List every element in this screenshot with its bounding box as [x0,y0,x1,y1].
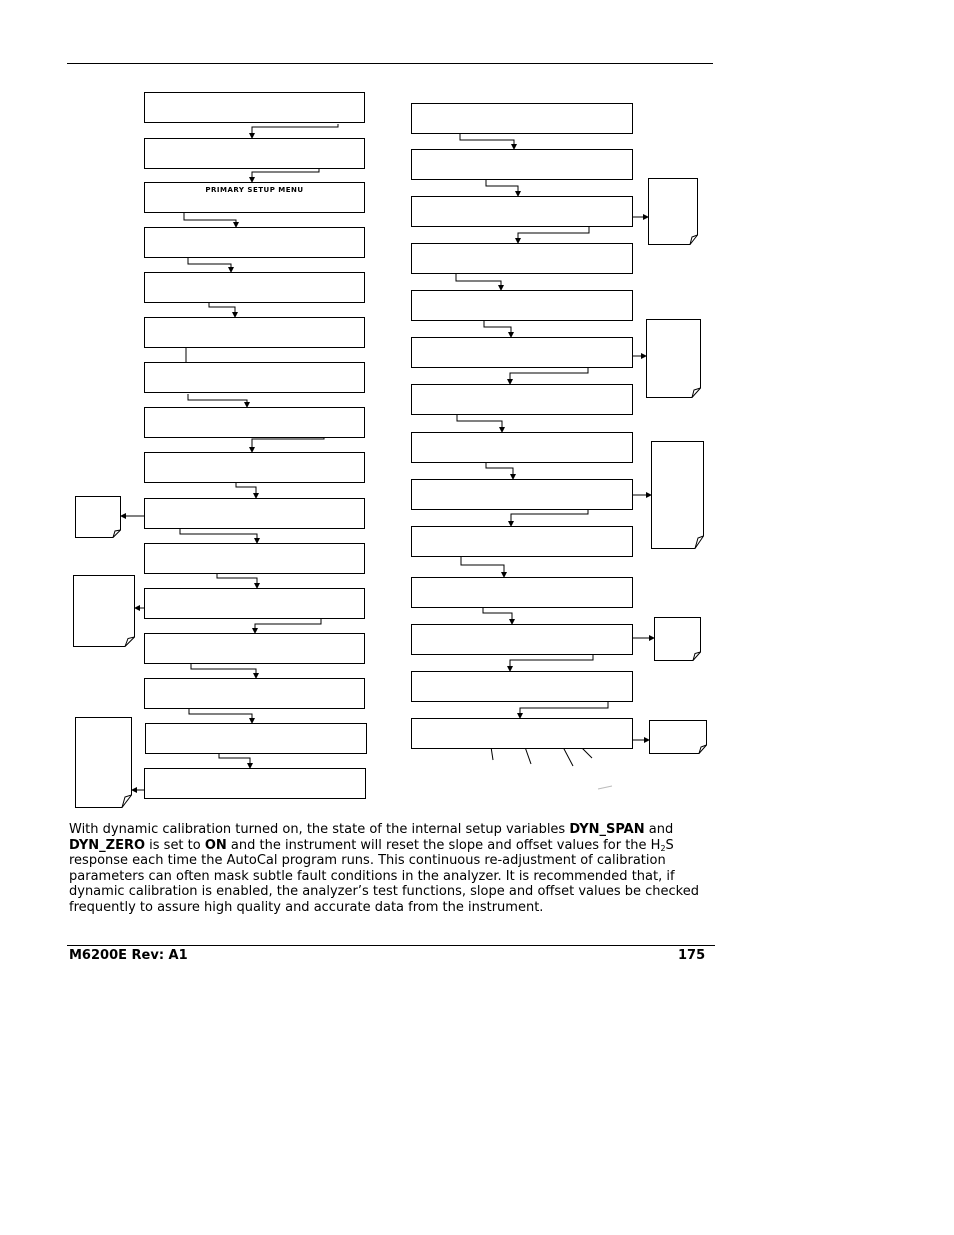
menu-box-r2 [411,149,633,180]
menu-box-6 [144,317,365,348]
connector-arrow [510,653,593,671]
menu-box-label: PRIMARY SETUP MENU [205,186,304,194]
dyn-zero-term: DYN_ZERO [69,837,146,853]
connector-arrow [486,178,518,196]
body-paragraph [69,822,719,916]
connector-arrow [188,394,247,407]
connector-arrow [510,366,588,384]
footer-revision: M6200E Rev: A1 [69,948,188,963]
menu-box-r1 [411,103,633,134]
connector-arrow [217,572,257,588]
body-text-3: is set to [145,837,205,853]
footer-rule [67,945,715,946]
on-term: ON [204,837,227,853]
connector-arrow [456,273,501,290]
menu-box-r6 [411,337,633,368]
menu-box-2 [144,138,365,169]
menu-box-10 [144,498,365,529]
note-callout-right-3 [651,441,704,549]
menu-box-11 [144,543,365,574]
faint-mark [598,786,612,789]
menu-box-r4 [411,243,633,274]
body-text-4: and the instrument will reset the slope and offset values for the H [226,837,661,853]
note-callout-left-3 [75,717,132,808]
menu-box-1 [144,92,365,123]
connector-arrow [457,413,502,432]
menu-box-r8 [411,432,633,463]
body-text-1: With dynamic calibration turned on, the state of the internal setup variables [69,822,570,837]
note-callout-left-2 [73,575,135,647]
subscript-2: 2 [660,843,666,853]
menu-box-14 [144,678,365,709]
note-callout-right-5 [649,720,707,754]
menu-box-r10 [411,526,633,557]
menu-box-15 [145,723,367,754]
connector-arrow [252,124,338,138]
connector-arrow [189,708,252,723]
note-callout-right-4 [654,617,701,661]
connector-arrow [191,663,256,678]
menu-box-16 [144,768,366,799]
connector-arrow [520,700,608,718]
note-callout-left-1 [75,496,121,538]
body-text-2: and [644,822,674,837]
menu-box-8 [144,407,365,438]
connector-arrow [219,752,250,768]
connector-arrow [486,461,513,479]
connector-arrow [511,508,588,526]
body-text-5: S response each time the AutoCal program runs. This continuous re-adjustment of calibration parameters can often mask subtle fault conditions in the analyzer. It is recommended that, if dynamic calibration is enabled, the analyzer’s test functions, slope and offset values be checked frequently to assure high quality and accurate data from the instrument. [69,837,699,915]
menu-box-r13 [411,671,633,702]
note-callout-right-2 [646,319,701,398]
connector-arrow [460,132,514,149]
connector-arrow [484,319,511,337]
connector-arrow [180,527,257,543]
note-callout-right-1 [648,178,698,245]
menu-box-4 [144,227,365,258]
connector-arrow [188,256,231,272]
primary-setup-menu-box [144,182,365,213]
menu-box-5 [144,272,365,303]
menu-box-13 [144,633,365,664]
menu-box-9 [144,452,365,483]
menu-box-r7 [411,384,633,415]
menu-box-r5 [411,290,633,321]
menu-box-12 [144,588,365,619]
menu-box-r3 [411,196,633,227]
menu-box-r11 [411,577,633,608]
menu-box-7 [144,362,365,393]
connector-arrow [518,225,589,243]
menu-box-r12 [411,624,633,655]
menu-box-r9 [411,479,633,510]
connector-arrow [461,556,504,577]
page-number: 175 [678,948,706,963]
dyn-span-term: DYN_SPAN [569,822,645,837]
menu-box-r14 [411,718,633,749]
